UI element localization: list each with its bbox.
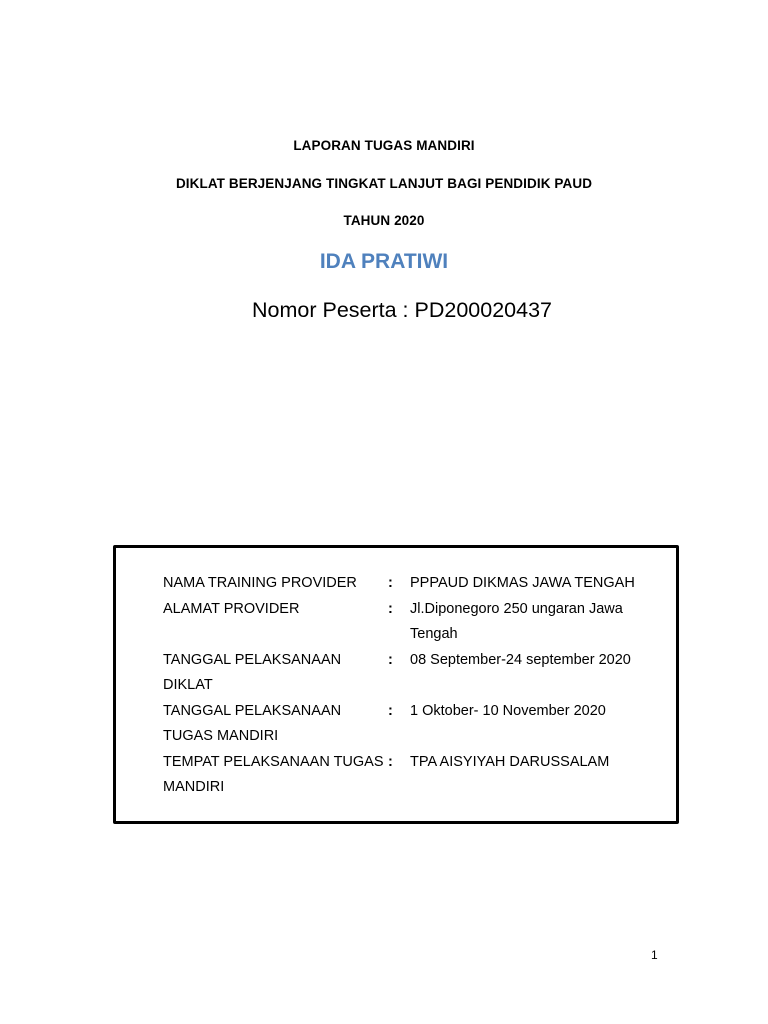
info-separator: :	[388, 753, 393, 770]
info-row	[163, 699, 660, 750]
info-value: TPA AISYIYAH DARUSSALAM	[410, 753, 610, 770]
info-label: TANGGAL PELAKSANAAN DIKLAT	[163, 651, 342, 693]
report-subtitle: DIKLAT BERJENJANG TINGKAT LANJUT BAGI PENDIDIK PAUD	[175, 176, 593, 191]
report-title: LAPORAN TUGAS MANDIRI	[293, 138, 475, 153]
info-separator: :	[388, 575, 393, 591]
info-row	[163, 648, 660, 699]
info-separator: :	[388, 702, 393, 719]
info-row	[163, 597, 660, 648]
info-separator: :	[388, 651, 393, 668]
participant-number: Nomor Peserta : PD200020437	[252, 298, 552, 322]
participant-name: IDA PRATIWI	[319, 250, 449, 273]
info-value: 08 September-24 september 2020	[410, 651, 631, 668]
info-value: 1 Oktober- 10 November 2020	[410, 702, 606, 719]
info-value: PPPAUD DIKMAS JAWA TENGAH	[410, 575, 635, 591]
info-box	[113, 545, 679, 824]
info-label: TANGGAL PELAKSANAAN TUGAS MANDIRI	[163, 702, 342, 744]
info-row	[163, 571, 660, 597]
page-number: 1	[651, 948, 658, 962]
info-separator: :	[388, 600, 393, 617]
info-row	[163, 750, 660, 801]
report-year: TAHUN 2020	[343, 213, 425, 228]
info-table	[163, 571, 660, 801]
info-label: ALAMAT PROVIDER	[163, 600, 300, 617]
info-value: Jl.Diponegoro 250 ungaran Jawa Tengah	[410, 600, 623, 642]
info-label: TEMPAT PELAKSANAAN TUGAS MANDIRI	[163, 753, 384, 795]
info-label: NAMA TRAINING PROVIDER	[163, 575, 357, 591]
